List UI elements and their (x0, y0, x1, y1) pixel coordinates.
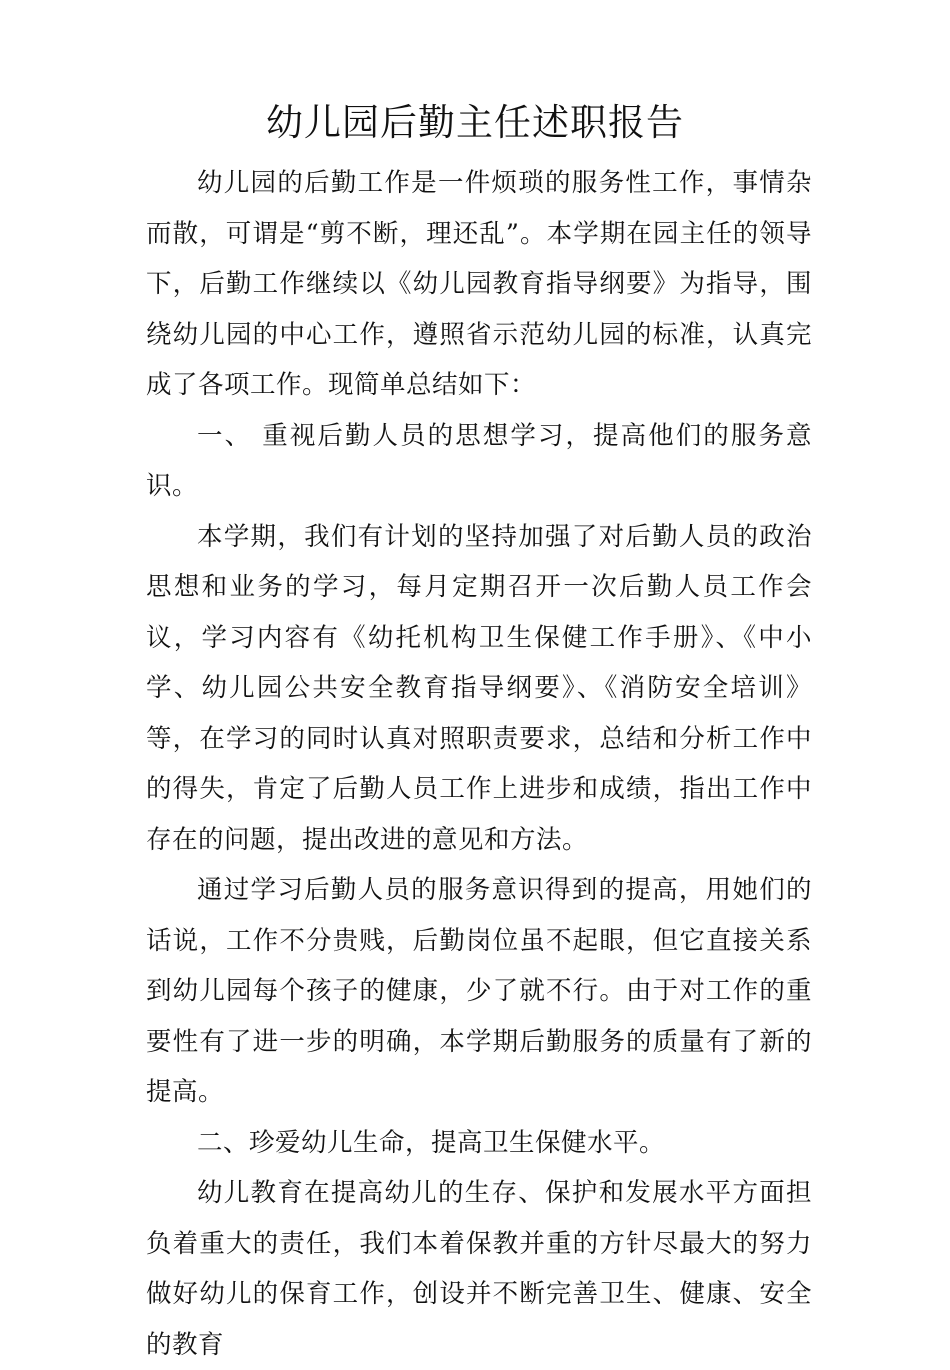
paragraph-service-awareness: 通过学习后勤人员的服务意识得到的提高，用她们的话说，工作不分贵贱，后勤岗位虽不起眼，但它直接关系到幼儿园每个孩子的健康，少了就不行。由于对工作的重要性有了进一步的明确，本学期后勤服务的质量有了新的提高。 (146, 875, 812, 1107)
paragraph-intro: 幼儿园的后勤工作是一件烦琐的服务性工作，事情杂而散，可谓是“剪不断，理还乱”。本学期在园主任的领导下，后勤工作继续以《幼儿园教育指导纲要》为指导，围绕幼儿园的中心工作，遵照省示范幼儿园的标准，认真完成了各项工作。现简单总结如下： (146, 168, 812, 400)
document-title: 幼儿园后勤主任述职报告 (266, 101, 684, 144)
section-heading-2: 二、珍爱幼儿生命，提高卫生保健水平。 (197, 1127, 666, 1158)
section-heading-1: 一、 重视后勤人员的思想学习，提高他们的服务意识。 (146, 420, 812, 501)
document-body (146, 158, 812, 1370)
paragraph-childcare: 幼儿教育在提高幼儿的生存、保护和发展水平方面担负着重大的责任，我们本着保教并重的方针尽最大的努力做好幼儿的保育工作，创设并不断完善卫生、健康、安全的教育 (146, 1178, 812, 1360)
paragraph-study: 本学期，我们有计划的坚持加强了对后勤人员的政治思想和业务的学习，每月定期召开一次后勤人员工作会议，学习内容有《幼托机构卫生保健工作手册》、《中小学、幼儿园公共安全教育指导纲要》、《消防安全培训》等，在学习的同时认真对照职责要求，总结和分析工作中的得失，肯定了后勤人员工作上进步和成绩，指出工作中存在的问题，提出改进的意见和方法。 (146, 521, 812, 855)
